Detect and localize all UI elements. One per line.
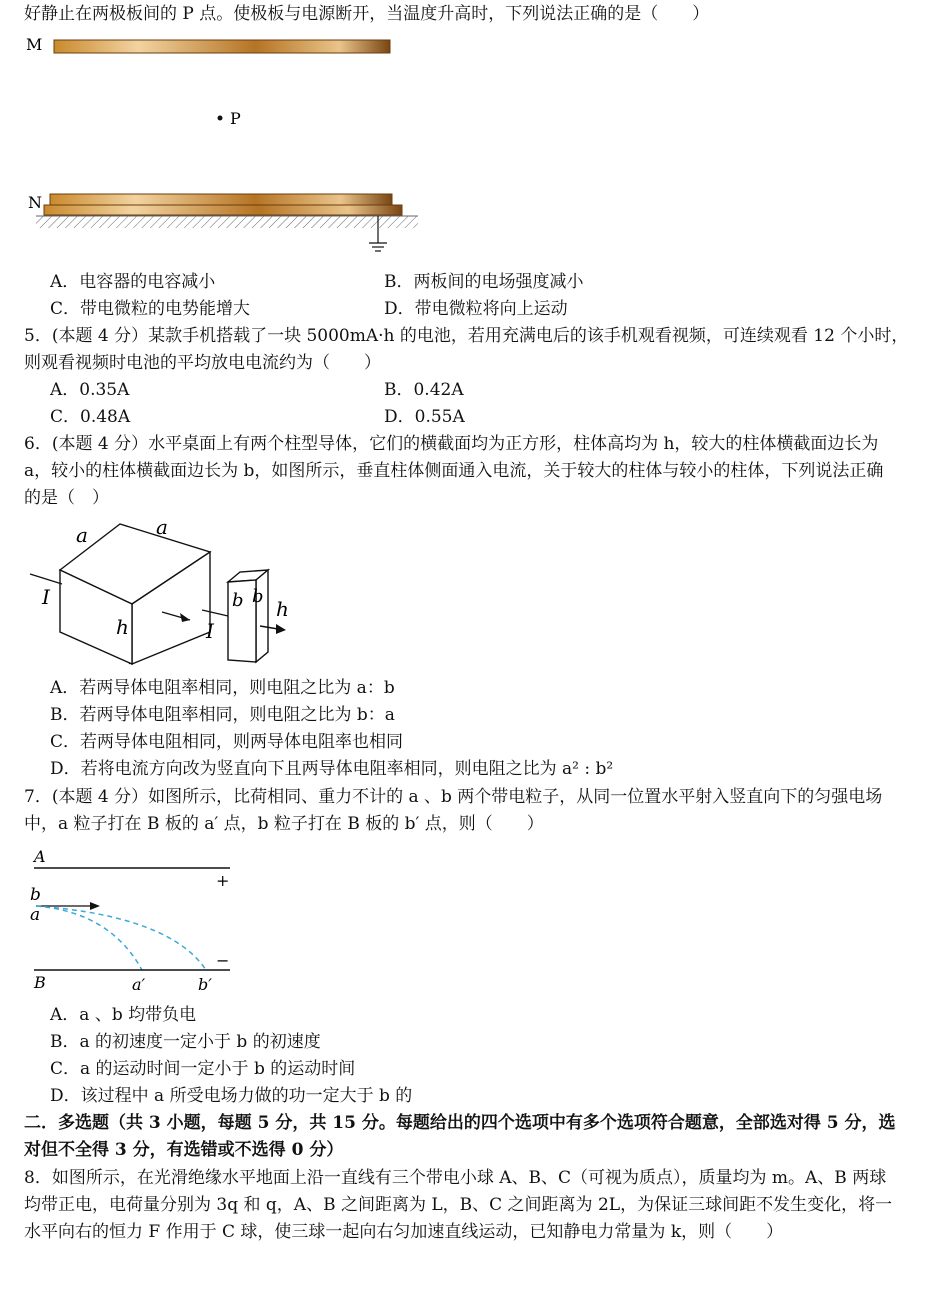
q4-option-b: B．两板间的电场强度减小 [384,272,584,292]
q8-stem-line1: 8．如图所示，在光滑绝缘水平地面上沿一直线有三个带电小球 A、B、C（可视为质点），质量均为 m。A、B 两球 [24,1168,887,1188]
section2-heading-line1: 二．多选题（共 3 小题，每题 5 分，共 15 分。每题给出的四个选项中有多个选项符合题意，全部选对得 5 分，选 [24,1113,896,1133]
label-b-left: b [232,590,244,611]
q4-capacitor-figure [0,30,420,265]
q7-option-b: B．a 的初速度一定小于 b 的初速度 [50,1032,321,1052]
q4-option-c: C．带电微粒的电势能增大 [50,299,251,319]
plate-m [54,40,390,53]
label-i-big: I [42,585,50,609]
q4-option-a: A．电容器的电容减小 [50,272,216,292]
label-h-small: h [276,597,289,621]
plate-n-base [44,205,402,215]
q4-option-d: D．带电微粒将向上运动 [384,299,568,319]
q7-option-c: C．a 的运动时间一定小于 b 的运动时间 [50,1059,356,1079]
q5-option-d: D．0.55A [384,407,465,427]
label-h-big: h [116,615,129,639]
section2-heading-line2: 对但不全得 3 分，有选错或不选得 0 分） [24,1140,344,1160]
q5-option-c: C．0.48A [50,407,131,427]
q6-option-d: D．若将电流方向改为竖直向下且两导体电阻率相同，则电阻之比为 a² : b² [50,759,614,779]
label-i-small: I [206,619,214,643]
q8-stem-line2: 均带正电，电荷量分别为 3q 和 q，A、B 之间距离为 L，B、C 之间距离为 2L，为保证三球间距不发生变化，将一 [24,1195,893,1215]
ground-hatch [36,216,418,228]
plus-sign: + [216,871,230,890]
trajectory-b [36,906,206,970]
plate-n-label: N [28,193,42,212]
q5-option-a: A．0.35A [50,380,130,400]
q5-option-b: B．0.42A [384,380,464,400]
q7-option-a: A．a 、b 均带负电 [50,1005,197,1025]
q6-stem-line1: 6．(本题 4 分）水平桌面上有两个柱型导体，它们的横截面均为正方形，柱体高均为 h，较大的柱体横截面边长为 [24,434,879,454]
q6-stem-line3: 的是（ ） [24,488,109,508]
hit-b-label: b′ [198,975,212,994]
label-a-left: a [76,523,88,547]
q8-stem-line3: 水平向右的恒力 F 作用于 C 球，使三球一起向右匀加速直线运动，已知静电力常量为 k，则（ ） [24,1222,784,1242]
hit-a-label: a′ [132,975,146,994]
plate-b-label: B [34,973,46,992]
particle-b-label: b [30,885,41,905]
q5-stem-line1: 5．(本题 4 分）某款手机搭载了一块 5000mA·h 的电池，若用充满电后的该手机观看视频，可连续观看 12 个小时， [24,326,909,346]
q6-option-b: B．若两导体电阻率相同，则电阻之比为 b：a [50,705,395,725]
q6-conductor-figure [0,512,320,672]
q7-option-d: D．该过程中 a 所受电场力做的功一定大于 b 的 [50,1086,413,1106]
plate-a-label: A [34,847,46,866]
minus-sign: − [216,951,230,970]
point-p [218,116,223,121]
label-a-top: a [156,515,168,539]
point-p-label: P [230,109,241,128]
q7-stem-line2: 中，a 粒子打在 B 板的 a′ 点，b 粒子打在 B 板的 b′ 点，则（ ） [24,814,544,834]
plate-m-label: M [26,35,43,54]
trajectory-a [36,906,142,970]
q6-option-a: A．若两导体电阻率相同，则电阻之比为 a：b [50,678,395,698]
q7-deflection-figure [0,842,260,1002]
q6-stem-line2: a，较小的柱体横截面边长为 b，如图所示，垂直柱体侧面通入电流，关于较大的柱体与较小的柱体，下列说法正确 [24,461,884,481]
q4-stem-tail: 好静止在两极板间的 P 点。使极板与电源断开，当温度升高时，下列说法正确的是（ ） [24,4,710,24]
label-b-right: b [252,586,264,607]
q7-stem-line1: 7．(本题 4 分）如图所示，比荷相同、重力不计的 a 、b 两个带电粒子，从同一位置水平射入竖直向下的匀强电场 [24,787,883,807]
particle-a-label: a [30,905,41,925]
q5-stem-line2: 则观看视频时电池的平均放电电流约为（ ） [24,353,381,373]
plate-n [50,194,392,205]
q6-option-c: C．若两导体电阻相同，则两导体电阻率也相同 [50,732,404,752]
